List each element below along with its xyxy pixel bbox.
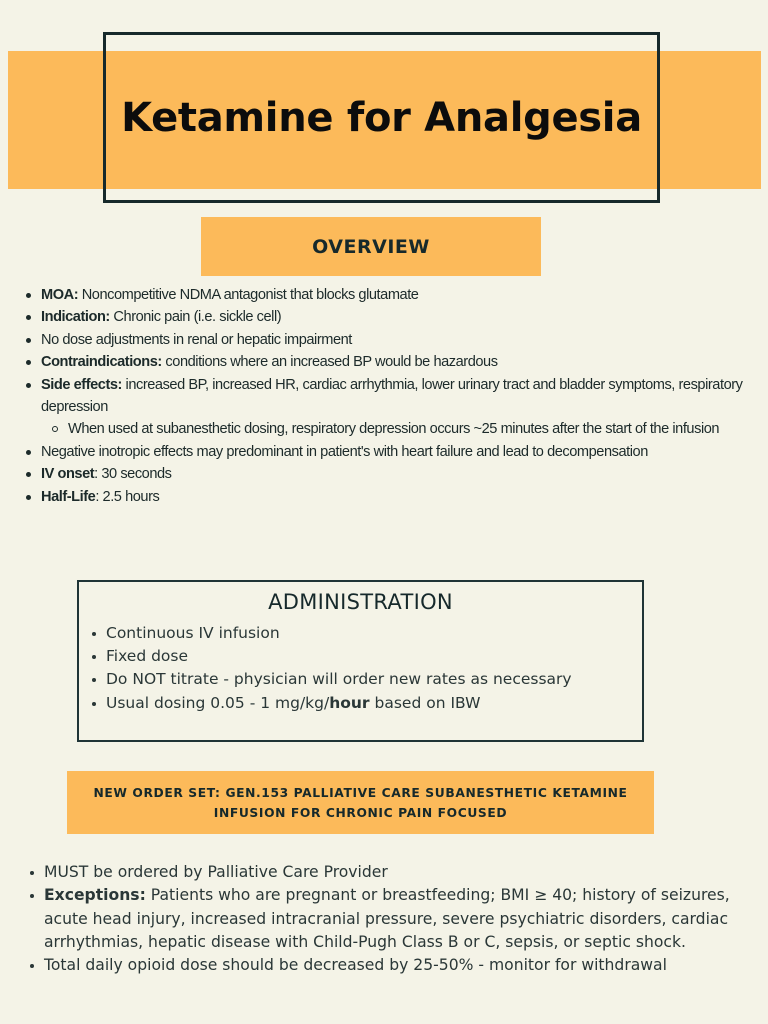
- list-item: Continuous IV infusion: [87, 622, 637, 645]
- administration-heading: ADMINISTRATION: [268, 590, 453, 614]
- list-item: Fixed dose: [87, 645, 637, 668]
- list-item-side-effects: [22, 374, 762, 441]
- list-item-dosing: [87, 692, 637, 715]
- list-item-iv-onset: [22, 463, 762, 485]
- administration-box: [77, 580, 644, 742]
- administration-list: [87, 622, 637, 715]
- list-item-exceptions: [25, 884, 755, 954]
- item-text: Negative inotropic effects may predominant in patient's with heart failure and lead to decompensation: [41, 443, 648, 460]
- requirements-list: [25, 861, 755, 977]
- list-item-half-life: [22, 486, 762, 508]
- item-text: conditions where an increased BP would be hazardous: [161, 354, 498, 371]
- list-item-must: MUST be ordered by Palliative Care Provider: [25, 861, 755, 884]
- item-label: Half-Life: [41, 488, 96, 505]
- dosing-prefix: Usual dosing 0.05 - 1 mg/kg/: [106, 693, 330, 712]
- list-item-opioid: Total daily opioid dose should be decreased by 25-50% - monitor for withdrawal: [25, 954, 755, 977]
- page-title: Ketamine for Analgesia: [121, 94, 642, 141]
- item-label: IV onset: [41, 466, 95, 483]
- overview-list: [22, 284, 762, 508]
- list-item-dose-adjustments: [22, 329, 762, 351]
- item-label: Indication:: [41, 309, 110, 326]
- list-item-moa: [22, 284, 762, 306]
- item-text: Chronic pain (i.e. sickle cell): [109, 309, 282, 326]
- item-text: : 2.5 hours: [95, 488, 160, 505]
- item-label: Contraindications:: [41, 354, 162, 371]
- order-set-banner: [67, 771, 654, 834]
- dosing-unit: hour: [329, 693, 370, 712]
- order-set-line-1: NEW ORDER SET: GEN.153 PALLIATIVE CARE SUBANESTHETIC KETAMINE: [93, 785, 628, 800]
- item-text: Patients who are pregnant or breastfeeding; BMI ≥ 40; history of seizures, acute head injury, increased intracranial pressure, severe psychiatric disorders, cardiac arrhythmias, hepatic disease with Child-Pugh Class B or C, sepsis, or septic shock.: [44, 886, 730, 951]
- side-effects-sublist: [49, 418, 762, 440]
- list-item-indication: [22, 306, 762, 328]
- item-label: MOA:: [41, 287, 79, 303]
- order-set-line-2: INFUSION FOR CHRONIC PAIN FOCUSED: [213, 805, 508, 820]
- overview-heading: OVERVIEW: [201, 217, 541, 276]
- item-label: Exceptions:: [44, 886, 146, 905]
- item-text: No dose adjustments in renal or hepatic impairment: [41, 331, 352, 348]
- sub-list-item: When used at subanesthetic dosing, respiratory depression occurs ~25 minutes after the start of the infusion: [49, 418, 762, 440]
- item-text: increased BP, increased HR, cardiac arrhythmia, lower urinary tract and bladder symptoms, respiratory depression: [41, 376, 743, 416]
- list-item-inotropic: [22, 441, 762, 463]
- item-text: : 30 seconds: [94, 466, 172, 483]
- list-item: Do NOT titrate - physician will order new rates as necessary: [87, 668, 637, 691]
- item-text: Noncompetitive NDMA antagonist that blocks glutamate: [78, 287, 419, 303]
- item-label: Side effects:: [41, 376, 122, 393]
- list-item-contraindications: [22, 351, 762, 373]
- dosing-suffix: based on IBW: [369, 693, 481, 712]
